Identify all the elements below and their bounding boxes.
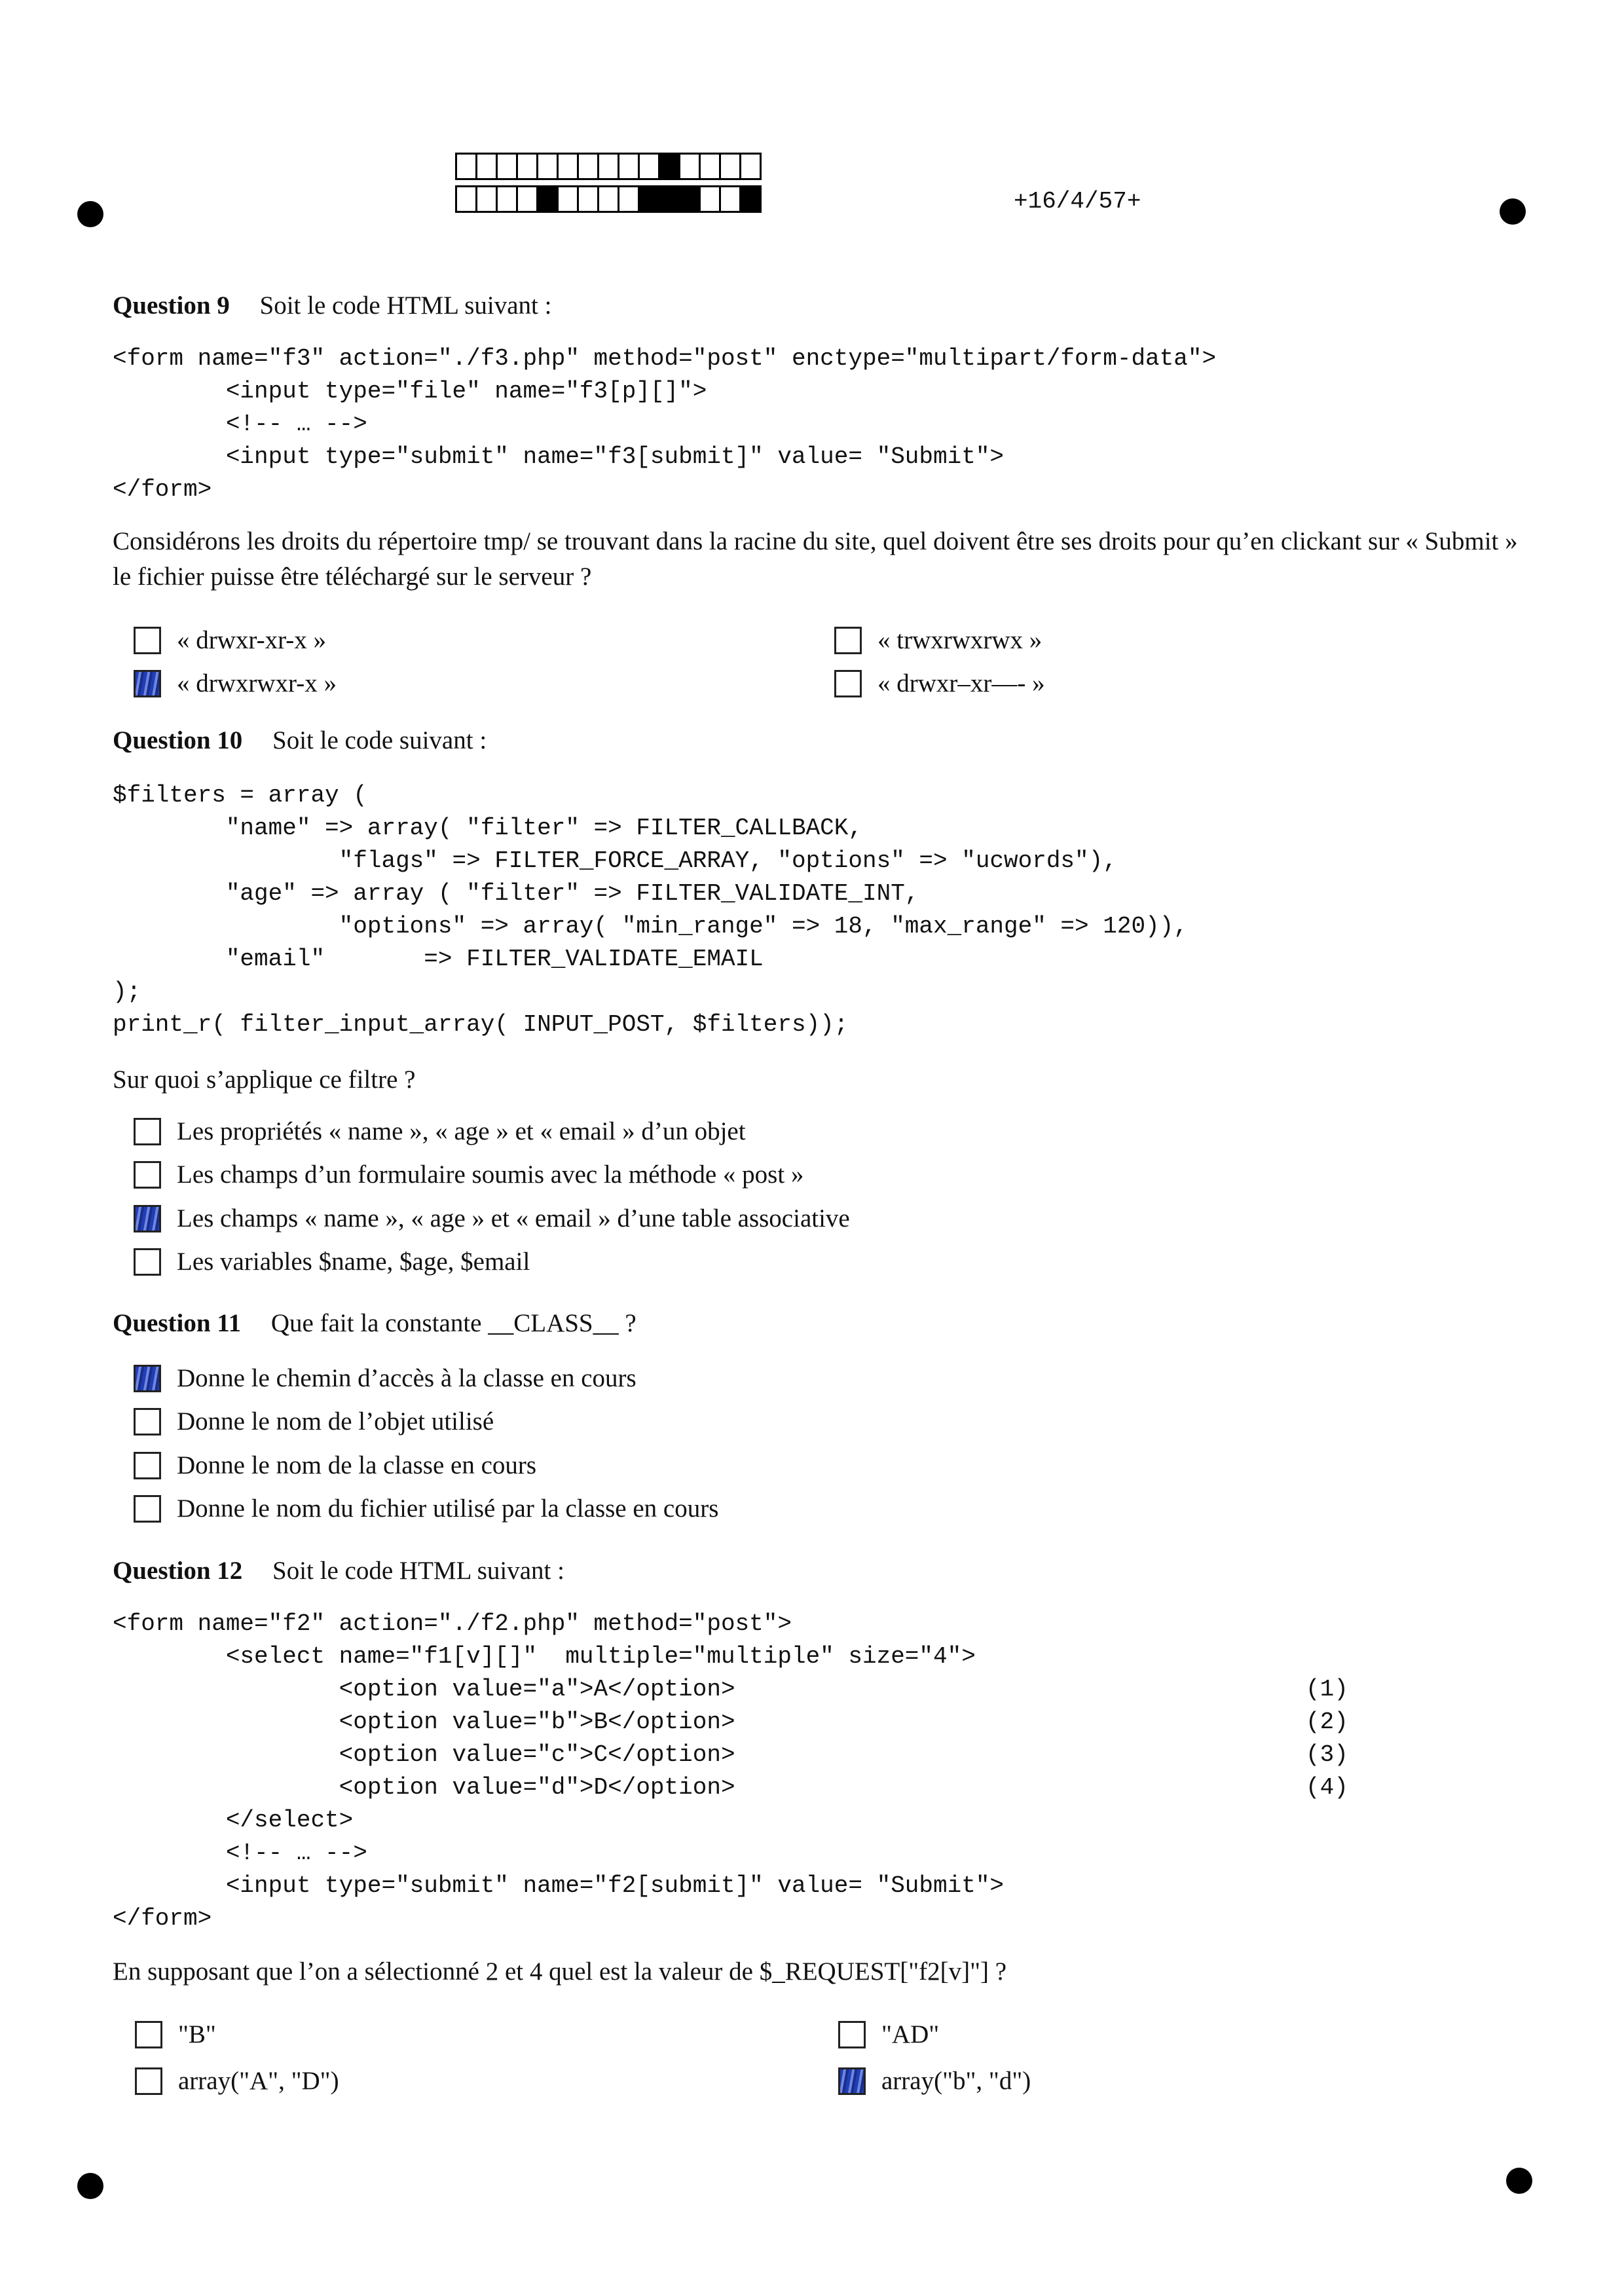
- option-label: array("b", "d"): [881, 2067, 1031, 2095]
- barcode-cell: [536, 153, 559, 180]
- checkbox-checked[interactable]: [134, 1205, 161, 1232]
- barcode-cell: [699, 185, 721, 213]
- question-12-heading: [113, 1556, 564, 1585]
- question-12-text: En supposant que l’on a sélectionné 2 et 4 quel est la valeur de $_REQUEST["f2[v]"] ?: [113, 1957, 1007, 1986]
- checkbox[interactable]: [135, 2021, 162, 2048]
- option-label: « drwxr-xr-x »: [177, 626, 327, 654]
- question-11-heading: [113, 1308, 637, 1338]
- barcode-row-1: [455, 153, 760, 180]
- option[interactable]: [134, 1204, 850, 1233]
- question-10-heading: [113, 726, 487, 755]
- barcode-cell: [719, 153, 741, 180]
- option-label: « drwxr–xr—- »: [877, 669, 1045, 697]
- question-number: Question 9: [113, 291, 230, 320]
- option-label: "B": [178, 2020, 216, 2048]
- option[interactable]: [134, 1407, 494, 1436]
- barcode-cell: [577, 185, 599, 213]
- question-number: Question 10: [113, 726, 243, 754]
- barcode-cell: [516, 185, 538, 213]
- option-label: Les champs « name », « age » et « email » d’une table associative: [177, 1204, 850, 1232]
- question-10-text: Sur quoi s’applique ce filtre ?: [113, 1065, 416, 1094]
- barcode-cell: [516, 153, 538, 180]
- barcode-cell: [496, 185, 518, 213]
- barcode-cell: [618, 153, 640, 180]
- option-label: « drwxrwxr-x »: [177, 669, 337, 697]
- question-prompt: Soit le code HTML suivant :: [259, 291, 552, 320]
- barcode-cell: [658, 153, 680, 180]
- option[interactable]: [134, 1160, 803, 1189]
- question-9-code: <form name="f3" action="./f3.php" method="post" enctype="multipart/form-data"> <input type="file" name="f3[p][]"> <!-- … --> <input type="submit" name="f3[submit]" value= "Submit"> </form>: [113, 345, 1217, 503]
- question-9-heading: [113, 291, 551, 320]
- checkbox[interactable]: [134, 1408, 161, 1435]
- checkbox[interactable]: [834, 670, 862, 697]
- barcode-cell: [739, 185, 762, 213]
- question-9-text: Considérons les droits du répertoire tmp/ se trouvant dans la racine du site, quel doivent être ses droits pour qu’en clickant sur « Submit » le fichier puisse être téléchargé sur le serveur ?: [113, 527, 1518, 591]
- registration-mark-bottom-right: [1506, 2168, 1532, 2194]
- option-label: « trwxrwxrwx »: [877, 626, 1043, 654]
- option[interactable]: [134, 1494, 718, 1523]
- barcode-row-2: [455, 185, 760, 213]
- option[interactable]: [135, 2020, 216, 2049]
- barcode-cell: [536, 185, 559, 213]
- barcode-cell: [638, 153, 660, 180]
- option-label: "AD": [881, 2020, 940, 2048]
- barcode-cell: [557, 153, 579, 180]
- checkbox[interactable]: [834, 627, 862, 654]
- option-label: Donne le nom de l’objet utilisé: [177, 1407, 494, 1435]
- checkbox[interactable]: [134, 1118, 161, 1145]
- option[interactable]: [134, 1247, 530, 1276]
- question-number: Question 11: [113, 1309, 242, 1337]
- question-prompt: Soit le code HTML suivant :: [272, 1557, 564, 1585]
- barcode-cell: [597, 185, 619, 213]
- option-label: Donne le nom du fichier utilisé par la classe en cours: [177, 1494, 719, 1523]
- question-number: Question 12: [113, 1557, 243, 1585]
- checkbox[interactable]: [134, 1248, 161, 1276]
- checkbox[interactable]: [134, 1495, 161, 1523]
- option-label: Les propriétés « name », « age » et « email » d’un objet: [177, 1117, 746, 1145]
- option-label: Les champs d’un formulaire soumis avec la méthode « post »: [177, 1160, 804, 1189]
- checkbox-checked[interactable]: [134, 1365, 161, 1392]
- question-10-code: $filters = array ( "name" => array( "filter" => FILTER_CALLBACK, "flags" => FILTER_FORCE_ARRAY, "options" => "ucwords"), "age" => array ( "filter" => FILTER_VALIDATE_INT, "options" => array( "min_range" => 18, "max_range" => 120)), "email" => FILTER_VALIDATE_EMAIL ); print_r( filter_input_array( INPUT_POST, $filters));: [113, 782, 1188, 1038]
- option[interactable]: [134, 1117, 746, 1146]
- option-line-numbers: (1) (2) (3) (4): [1306, 1676, 1348, 1801]
- checkbox[interactable]: [134, 627, 161, 654]
- option-label: array("A", "D"): [178, 2067, 339, 2095]
- checkbox[interactable]: [134, 1452, 161, 1479]
- option[interactable]: [134, 625, 326, 655]
- barcode-cell: [557, 185, 579, 213]
- question-prompt: Soit le code suivant :: [272, 726, 487, 754]
- barcode-cell: [658, 185, 680, 213]
- registration-mark-top-right: [1500, 198, 1526, 225]
- barcode-cell: [475, 185, 498, 213]
- barcode-cell: [618, 185, 640, 213]
- checkbox[interactable]: [135, 2067, 162, 2095]
- barcode-cell: [496, 153, 518, 180]
- barcode-cell: [739, 153, 762, 180]
- page-id: +16/4/57+: [1014, 188, 1141, 215]
- checkbox[interactable]: [134, 1161, 161, 1189]
- registration-mark-bottom-left: [77, 2173, 103, 2199]
- option-label: Les variables $name, $age, $email: [177, 1248, 530, 1276]
- checkbox-checked[interactable]: [134, 670, 161, 697]
- question-prompt: Que fait la constante __CLASS__ ?: [270, 1309, 637, 1337]
- barcode-cell: [638, 185, 660, 213]
- option-label: Donne le chemin d’accès à la classe en cours: [177, 1364, 637, 1392]
- question-12-code: <form name="f2" action="./f2.php" method="post"> <select name="f1[v][]" multiple="multiple" size="4"> <option value="a">A</option> <option value="b">B</option> <option value="c">C</option> <option value="d">D</option> </select> <!-- … --> <input type="submit" name="f2[submit]" value= "Submit"> </form>: [113, 1610, 1005, 1932]
- option[interactable]: [134, 1363, 637, 1393]
- checkbox[interactable]: [838, 2021, 866, 2048]
- checkbox-checked[interactable]: [838, 2067, 866, 2095]
- barcode-cell: [455, 153, 477, 180]
- option[interactable]: [834, 625, 1042, 655]
- option[interactable]: [838, 2020, 939, 2049]
- barcode-cell: [455, 185, 477, 213]
- option[interactable]: [135, 2066, 339, 2096]
- barcode-cell: [719, 185, 741, 213]
- barcode-cell: [699, 153, 721, 180]
- barcode-cell: [577, 153, 599, 180]
- option-label: Donne le nom de la classe en cours: [177, 1451, 537, 1479]
- barcode-cell: [678, 185, 701, 213]
- option[interactable]: [838, 2066, 1031, 2096]
- barcode-cell: [475, 153, 498, 180]
- option[interactable]: [834, 669, 1045, 698]
- option[interactable]: [134, 669, 337, 698]
- barcode-cell: [678, 153, 701, 180]
- option[interactable]: [134, 1451, 536, 1480]
- registration-mark-top-left: [77, 201, 103, 227]
- barcode-cell: [597, 153, 619, 180]
